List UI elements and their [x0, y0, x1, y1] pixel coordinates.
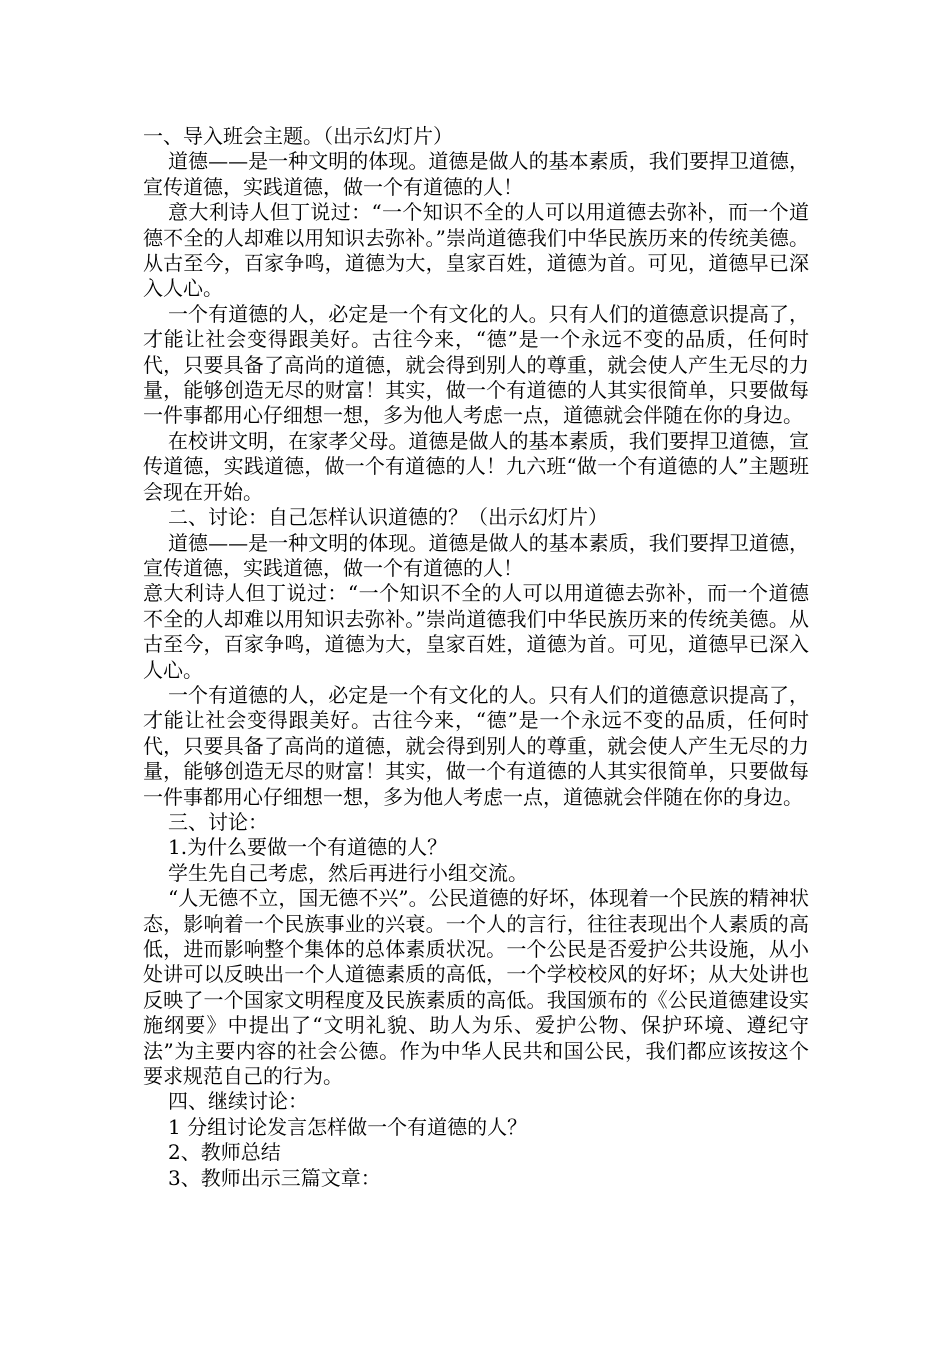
- discussion-question: 1.为什么要做一个有道德的人？: [168, 835, 448, 860]
- section-heading-2: 二、讨论：自己怎样认识道德的？（出示幻灯片）: [168, 505, 608, 530]
- body-paragraph: 一个有道德的人，必定是一个有文化的人。只有人们的道德意识提高了，才能让社会变得跟美好。古往今来，“德”是一个永远不变的品质，任何时代，只要具备了高尚的道德，就会得到别人的尊重，就会使人产生无尽的力量，能够创造无尽的财富！其实，做一个有道德的人其实很简单，只要做每一件事都用心仔细想一想，多为他人考虑一点，道德就会伴随在你的身边。: [143, 682, 809, 809]
- list-item: 2、教师总结: [168, 1140, 281, 1165]
- body-paragraph: 道德——是一种文明的体现。道德是做人的基本素质，我们要捍卫道德，宣传道德，实践道德，做一个有道德的人！: [143, 149, 809, 199]
- body-paragraph: 学生先自己考虑，然后再进行小组交流。: [168, 860, 528, 885]
- body-paragraph: 意大利诗人但丁说过：“一个知识不全的人可以用道德去弥补，而一个道德不全的人却难以用知识去弥补。”崇尚道德我们中华民族历来的传统美德。从古至今，百家争鸣，道德为大，皇家百姓，道德为首。可见，道德早已深入人心。: [143, 581, 809, 682]
- body-paragraph: “人无德不立，国无德不兴”。公民道德的好坏，体现着一个民族的精神状态，影响着一个民族事业的兴衰。一个人的言行，往往表现出个人素质的高低，进而影响整个集体的总体素质状况。一个公民是否爱护公共设施，从小处讲可以反映出一个人道德素质的高低，一个学校校风的好坏；从大处讲也反映了一个国家文明程度及民族素质的高低。我国颁布的《公民道德建设实施纲要》中提出了“文明礼貌、助人为乐、爱护公物、保护环境、遵纪守法”为主要内容的社会公德。作为中华人民共和国公民，我们都应该按这个要求规范自己的行为。: [143, 886, 809, 1089]
- body-paragraph: 意大利诗人但丁说过：“一个知识不全的人可以用道德去弥补，而一个道德不全的人却难以用知识去弥补。”崇尚道德我们中华民族历来的传统美德。从古至今，百家争鸣，道德为大，皇家百姓，道德为首。可见，道德早已深入人心。: [143, 200, 809, 301]
- section-heading-4: 四、继续讨论：: [168, 1089, 308, 1114]
- document-page: [143, 124, 809, 1191]
- body-paragraph: 一个有道德的人，必定是一个有文化的人。只有人们的道德意识提高了，才能让社会变得跟美好。古往今来，“德”是一个永远不变的品质，任何时代，只要具备了高尚的道德，就会得到别人的尊重，就会使人产生无尽的力量，能够创造无尽的财富！其实，做一个有道德的人其实很简单，只要做每一件事都用心仔细想一想，多为他人考虑一点，道德就会伴随在你的身边。: [143, 301, 809, 428]
- section-heading-3: 三、讨论：: [168, 809, 268, 834]
- section-heading-1: 一、导入班会主题。（出示幻灯片）: [143, 124, 453, 148]
- list-item: 1 分组讨论发言怎样做一个有道德的人？: [168, 1114, 528, 1139]
- body-paragraph: 在校讲文明，在家孝父母。道德是做人的基本素质，我们要捍卫道德，宣传道德，实践道德，做一个有道德的人！九六班“做一个有道德的人”主题班会现在开始。: [143, 428, 809, 504]
- list-item: 3、教师出示三篇文章：: [168, 1165, 381, 1190]
- body-paragraph: 道德——是一种文明的体现。道德是做人的基本素质，我们要捍卫道德，宣传道德，实践道德，做一个有道德的人！: [143, 530, 809, 580]
